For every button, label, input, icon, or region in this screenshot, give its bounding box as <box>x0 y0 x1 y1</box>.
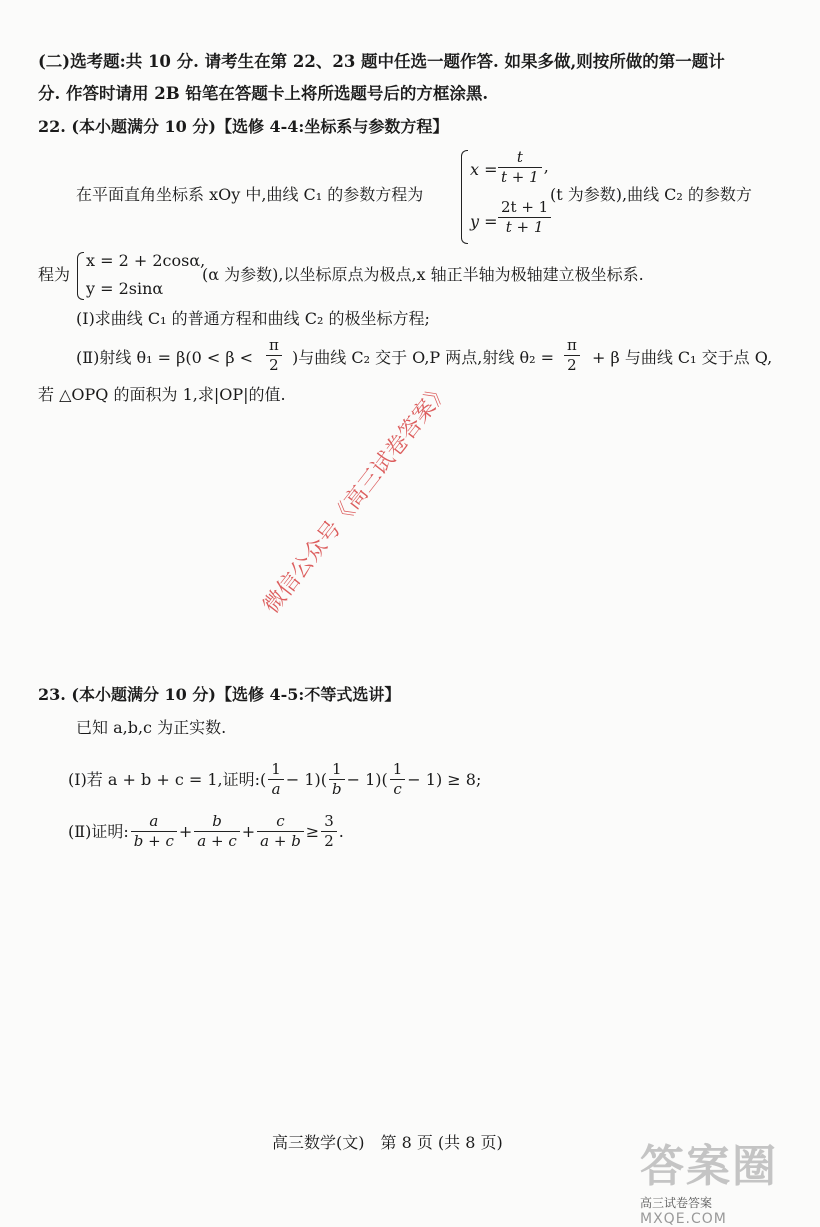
c1-x-num: t <box>498 148 542 168</box>
logo-big-text: 答案圈 <box>640 1141 778 1192</box>
c1-x-den: t + 1 <box>501 168 539 186</box>
site-logo <box>640 1130 810 1227</box>
c2-x: x = 2 + 2cosα, <box>86 251 206 270</box>
q23-part2: (Ⅱ)证明: $\frac{a}{b + c}$ + $\frac{b}{a + c}$ + $\frac{c}{a + b}$ ≥ $\frac{3}{2}$ . <box>68 812 344 850</box>
c1-brace <box>461 150 468 244</box>
c1-y-den: t + 1 <box>505 218 544 236</box>
section-instructions-line1: (二)选考题:共 10 分. 请考生在第 22、23 题中任选一题作答. 如果多做,则按所做的第一题计 <box>38 52 725 71</box>
q22-pi-half-2: $\frac{\pi}{2}$ <box>562 336 582 375</box>
c1-y-num: 2t + 1 <box>498 198 551 218</box>
q22-header: 22. (本小题满分 10 分)【选修 4-4:坐标系与参数方程】 <box>38 117 449 136</box>
q23-header: 23. (本小题满分 10 分)【选修 4-5:不等式选讲】 <box>38 685 401 704</box>
page-footer: 高三数学(文) 第 8 页 (共 8 页) <box>272 1133 503 1152</box>
q22-intro-b: (t 为参数),曲线 C₂ 的参数方 <box>550 185 752 204</box>
watermark: 微信公众号《高三试卷答案》 <box>258 377 455 619</box>
c2-y: y = 2sinα <box>86 279 164 298</box>
q22-intro-a: 在平面直角坐标系 xOy 中,曲线 C₁ 的参数方程为 <box>76 185 424 204</box>
c1-y-lhs: y = <box>470 212 498 231</box>
q22-part2-c: + β 与曲线 C₁ 交于点 Q, <box>592 348 773 367</box>
q22-part2-d: 若 △OPQ 的面积为 1,求|OP|的值. <box>38 385 286 404</box>
logo-url: MXQE.COM <box>640 1211 727 1227</box>
q22-part2-a: (Ⅱ)射线 θ₁ = β(0 < β < <box>76 348 254 367</box>
c1-x-fraction: $\frac{t}{t + 1}$ , <box>496 148 549 187</box>
section-instructions-line2: 分. 作答时请用 2B 铅笔在答题卡上将所选题号后的方框涂黑. <box>38 84 489 103</box>
q22-pi-half-1: $\frac{\pi}{2}$ <box>264 336 284 375</box>
q22-intro-d: (α 为参数),以坐标原点为极点,x 轴正半轴为极轴建立极坐标系. <box>202 265 644 284</box>
q22-intro-c: 程为 <box>38 265 71 284</box>
q23-part1: (Ⅰ)若 a + b + c = 1,证明:( $\frac{1}{a}$ − 1)( $\frac{1}{b}$ − 1)( $\frac{1}{c}$ − 1) ≥ 8; <box>68 760 482 798</box>
c1-x-lhs: x = <box>470 160 498 179</box>
logo-small-text: 高三试卷答案 <box>640 1196 713 1210</box>
q23-intro: 已知 a,b,c 为正实数. <box>76 718 227 737</box>
c2-brace <box>77 252 84 300</box>
q22-part1: (Ⅰ)求曲线 C₁ 的普通方程和曲线 C₂ 的极坐标方程; <box>76 309 430 328</box>
c1-y-fraction <box>496 198 553 237</box>
q22-part2-b: )与曲线 C₂ 交于 O,P 两点,射线 θ₂ = <box>292 348 554 367</box>
